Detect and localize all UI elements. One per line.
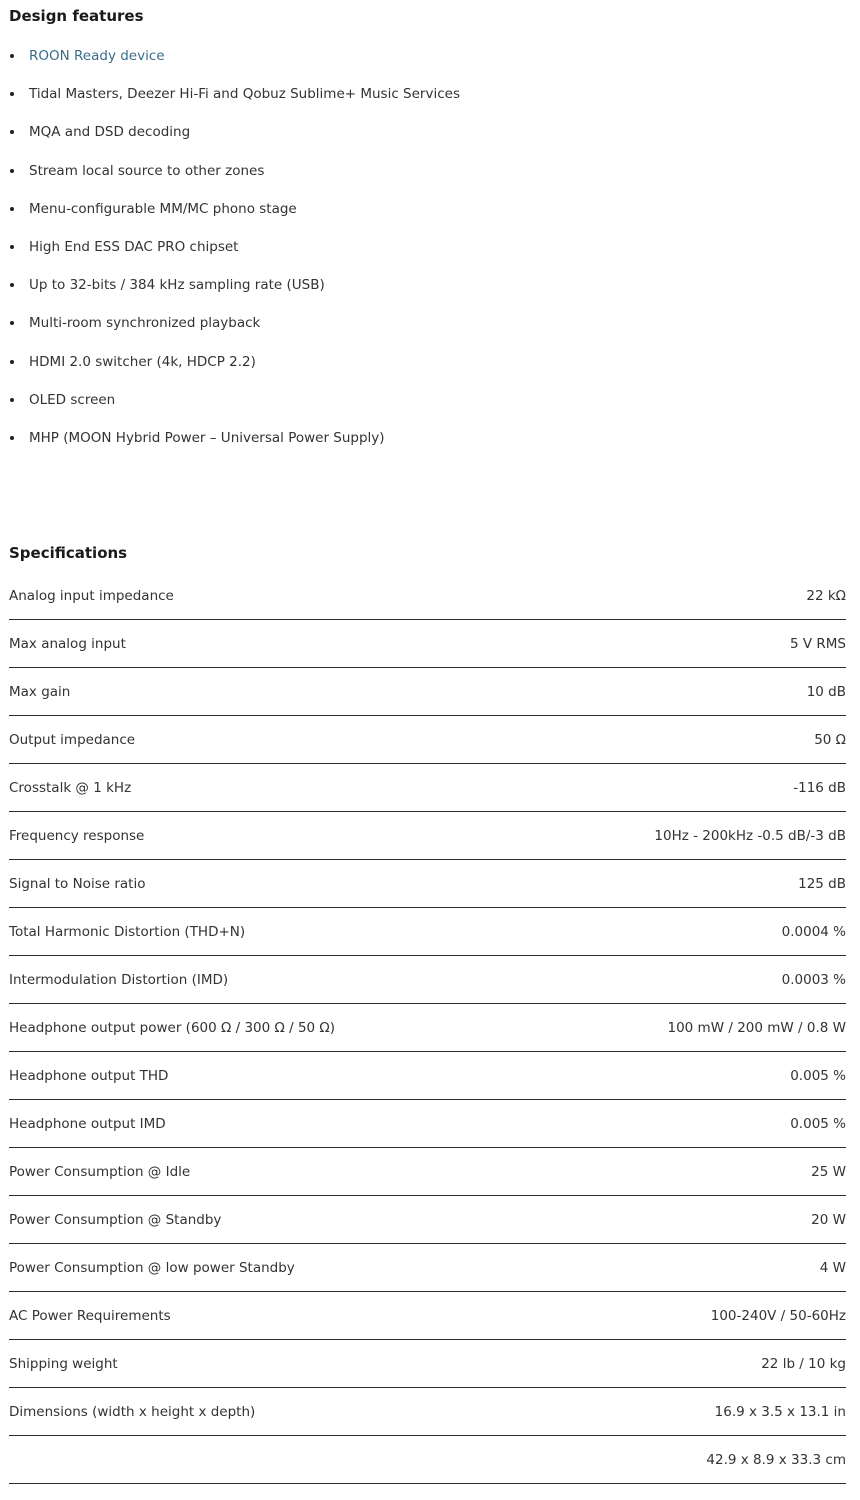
design-features-title: Design features	[9, 7, 144, 25]
spec-value: 0.0003 %	[781, 971, 846, 988]
spec-row	[9, 956, 846, 1004]
specifications-title: Specifications	[9, 544, 128, 562]
feature-item	[9, 388, 829, 426]
spec-label: Analog input impedance	[9, 587, 174, 604]
feature-label: Up to 32-bits / 384 kHz sampling rate (USB)	[29, 277, 325, 294]
bullet-icon	[10, 398, 14, 402]
spec-label: Crosstalk @ 1 kHz	[9, 779, 132, 796]
spec-value: 20 W	[811, 1211, 846, 1228]
feature-label: Tidal Masters, Deezer Hi-Fi and Qobuz Sublime+ Music Services	[29, 86, 460, 103]
spec-value: 42.9 x 8.9 x 33.3 cm	[706, 1451, 846, 1468]
spec-label: Output impedance	[9, 731, 136, 748]
spec-label: Dimensions (width x height x depth)	[9, 1403, 256, 1420]
spec-value: 5 V RMS	[789, 635, 846, 652]
spec-row	[9, 1436, 846, 1484]
spec-label: Shipping weight	[9, 1355, 118, 1372]
spec-row	[9, 812, 846, 860]
spec-row	[9, 1100, 846, 1148]
feature-label: Menu-configurable MM/MC phono stage	[29, 200, 297, 217]
spec-label: Intermodulation Distortion (IMD)	[9, 971, 229, 988]
spec-value: 10Hz - 200kHz -0.5 dB/-3 dB	[654, 827, 846, 844]
feature-label: MQA and DSD decoding	[29, 124, 191, 141]
spec-row	[9, 716, 846, 764]
bullet-icon	[10, 169, 14, 173]
spec-label: Headphone output THD	[9, 1067, 169, 1084]
spec-label: AC Power Requirements	[9, 1307, 171, 1324]
feature-label: HDMI 2.0 switcher (4k, HDCP 2.2)	[29, 353, 256, 370]
spec-row	[9, 860, 846, 908]
spec-row	[9, 1292, 846, 1340]
spec-value: 16.9 x 3.5 x 13.1 in	[714, 1403, 846, 1420]
spec-label: Signal to Noise ratio	[9, 875, 146, 892]
spec-row	[9, 1244, 846, 1292]
spec-row	[9, 908, 846, 956]
spec-row	[9, 1340, 846, 1388]
feature-label: Stream local source to other zones	[29, 162, 265, 179]
bullet-icon	[10, 92, 14, 96]
spec-value: -116 dB	[793, 779, 846, 796]
feature-item	[9, 350, 829, 388]
bullet-icon	[10, 436, 14, 440]
feature-link[interactable]: ROON Ready device	[29, 48, 165, 64]
feature-item	[9, 235, 829, 273]
spec-label: Max analog input	[9, 635, 126, 652]
spec-row	[9, 1004, 846, 1052]
feature-item	[9, 120, 829, 158]
spec-label: Frequency response	[9, 827, 145, 844]
spec-value: 0.0004 %	[781, 923, 846, 940]
spec-row	[9, 1148, 846, 1196]
spec-label: Power Consumption @ low power Standby	[9, 1259, 295, 1276]
spec-label: Headphone output power (600 Ω / 300 Ω / 50 Ω)	[9, 1019, 336, 1036]
spec-row	[9, 764, 846, 812]
spec-value: 25 W	[811, 1163, 846, 1180]
spec-value: 0.005 %	[790, 1067, 846, 1084]
spec-label: Power Consumption @ Idle	[9, 1163, 191, 1180]
spec-value: 100-240V / 50-60Hz	[710, 1307, 846, 1324]
feature-item	[9, 159, 829, 197]
specifications-table	[9, 572, 846, 1484]
spec-label: Headphone output IMD	[9, 1115, 166, 1132]
spec-label: Total Harmonic Distortion (THD+N)	[9, 923, 246, 940]
bullet-icon	[10, 130, 14, 134]
spec-label: Power Consumption @ Standby	[9, 1211, 222, 1228]
feature-label: High End ESS DAC PRO chipset	[29, 238, 239, 255]
spec-row	[9, 1196, 846, 1244]
spec-value: 0.005 %	[790, 1115, 846, 1132]
feature-label: Multi-room synchronized playback	[29, 315, 261, 332]
feature-label: MHP (MOON Hybrid Power – Universal Power Supply)	[29, 429, 385, 446]
spec-row	[9, 668, 846, 716]
spec-value: 125 dB	[798, 875, 846, 892]
bullet-icon	[10, 283, 14, 287]
bullet-icon	[10, 54, 14, 58]
spec-value: 100 mW / 200 mW / 0.8 W	[667, 1019, 846, 1036]
bullet-icon	[10, 360, 14, 364]
spec-value: 4 W	[819, 1259, 846, 1276]
spec-value: 50 Ω	[814, 731, 846, 748]
bullet-icon	[10, 245, 14, 249]
spec-row	[9, 1388, 846, 1436]
feature-item	[9, 273, 829, 311]
spec-row	[9, 1052, 846, 1100]
spec-row	[9, 572, 846, 620]
bullet-icon	[10, 207, 14, 211]
feature-item[interactable]	[9, 44, 829, 82]
feature-item	[9, 426, 829, 464]
spec-value: 10 dB	[806, 683, 846, 700]
bullet-icon	[10, 321, 14, 325]
spec-value: 22 lb / 10 kg	[761, 1355, 846, 1372]
feature-item	[9, 82, 829, 120]
feature-label: OLED screen	[29, 391, 116, 408]
design-features-list	[9, 44, 829, 464]
feature-item	[9, 311, 829, 349]
feature-item	[9, 197, 829, 235]
spec-label: Max gain	[9, 683, 71, 700]
spec-value: 22 kΩ	[806, 587, 846, 604]
spec-row	[9, 620, 846, 668]
